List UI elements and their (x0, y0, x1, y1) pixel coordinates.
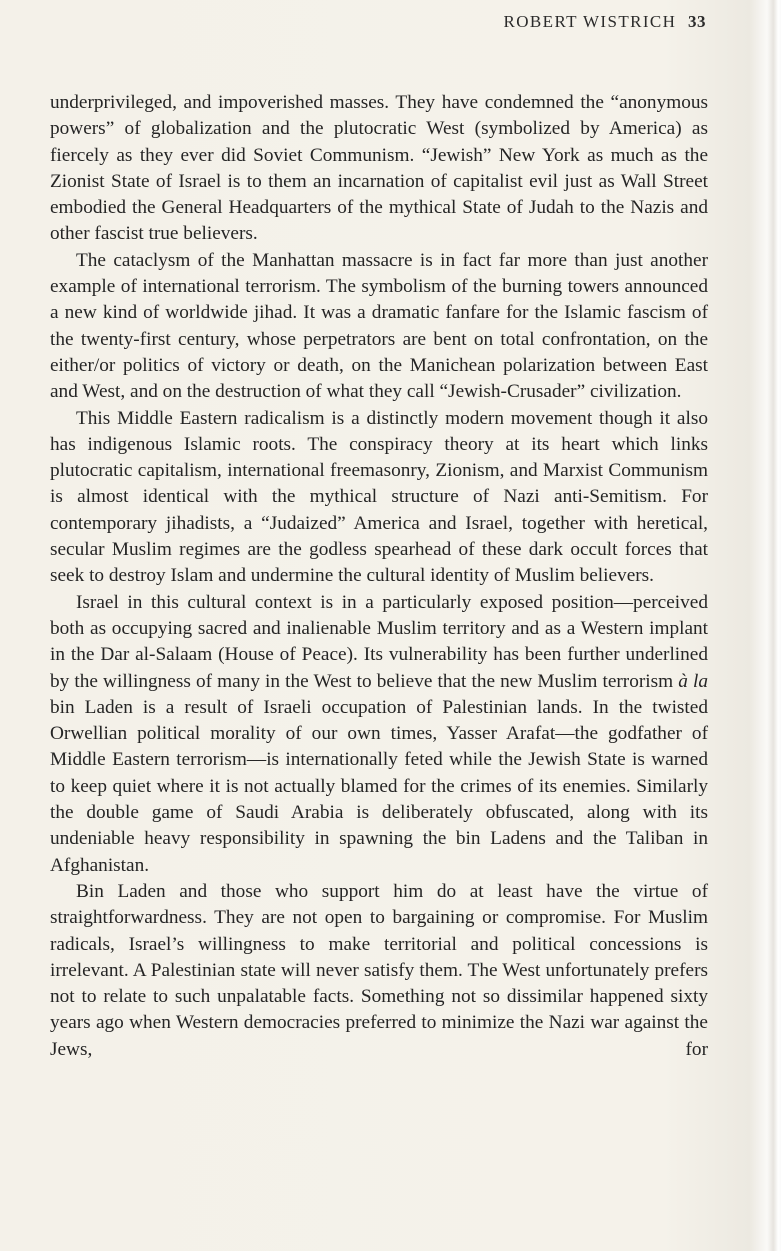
page-number: 33 (688, 12, 706, 31)
italic-phrase: à la (678, 670, 708, 692)
text-segment: Israel in this cultural context is in a particularly exposed position—perceived both as occupying sacred and inalienable Muslim territory and as a Western implant in the Dar al-Salaam (House of Peace). Its vulnerability has been further underlined by the willingness of many in the West to believe that the new Muslim terrorism (50, 591, 708, 692)
paragraph-bin-laden: Bin Laden and those who support him do at least have the virtue of straightforwardness. They are not open to bargaining or compromise. For Muslim radicals, Israel’s willingness to make territorial and political concessions is irrelevant. A Palestinian state will never satisfy them. The West unfortunately prefers not to relate to such unpalatable facts. Something not so dissimilar happened sixty years ago when Western democracies preferred to minimize the Nazi war against the Jews, for (50, 880, 708, 1060)
paragraph-manhattan-massacre: The cataclysm of the Manhattan massacre is in fact far more than just another example of international terrorism. The symbolism of the burning towers announced a new kind of worldwide jihad. It was a dramatic fanfare for the Islamic fascism of the twenty-first century, whose perpetrators are bent on total confrontation, on the either/or politics of victory or death, on the Manichean polarization between East and West, and on the destruction of what they call “Jewish-Crusader” civilization. (50, 249, 708, 403)
page-edge-shadow (767, 0, 781, 1251)
header-author: ROBERT WISTRICH (503, 12, 677, 31)
paragraph-continued: underprivileged, and impoverished masses. They have condemned the “anonymous powers” of globalization and the plutocratic West (symbolized by America) as fiercely as they ever did Soviet Communism. “Jewish” New York as much as the Zionist State of Israel is to them an incarnation of capitalist evil just as Wall Street embodied the General Headquarters of the mythical State of Judah to the Nazis and other fascist true believers. (50, 92, 708, 245)
text-segment: bin Laden is a result of Israeli occupation of Palestinian lands. In the twisted Orwellian political morality of our own times, Yasser Arafat—the godfather of Middle Eastern terrorism—is internationally feted while the Jewish State is warned to keep quiet where it is not actually blamed for the crimes of its enemies. Similarly the double game of Saudi Arabia is deliberately obfuscated, along with its undeniable heavy responsibility in spawning the bin Ladens and the Taliban in Afghanistan. (50, 696, 708, 876)
body-text (50, 90, 708, 1063)
running-header (504, 12, 707, 32)
paragraph-middle-eastern-radicalism: This Middle Eastern radicalism is a distinctly modern movement though it also has indigenous Islamic roots. The conspiracy theory at its heart which links plutocratic capitalism, international freemasonry, Zionism, and Marxist Communism is almost identical with the mythical structure of Nazi anti-Semitism. For contemporary jihadists, a “Judaized” America and Israel, together with heretical, secular Muslim regimes are the godless spearhead of these dark occult forces that seek to destroy Islam and undermine the cultural identity of Muslim believers. (50, 407, 708, 587)
paragraph-israel-cultural-context (50, 590, 708, 879)
